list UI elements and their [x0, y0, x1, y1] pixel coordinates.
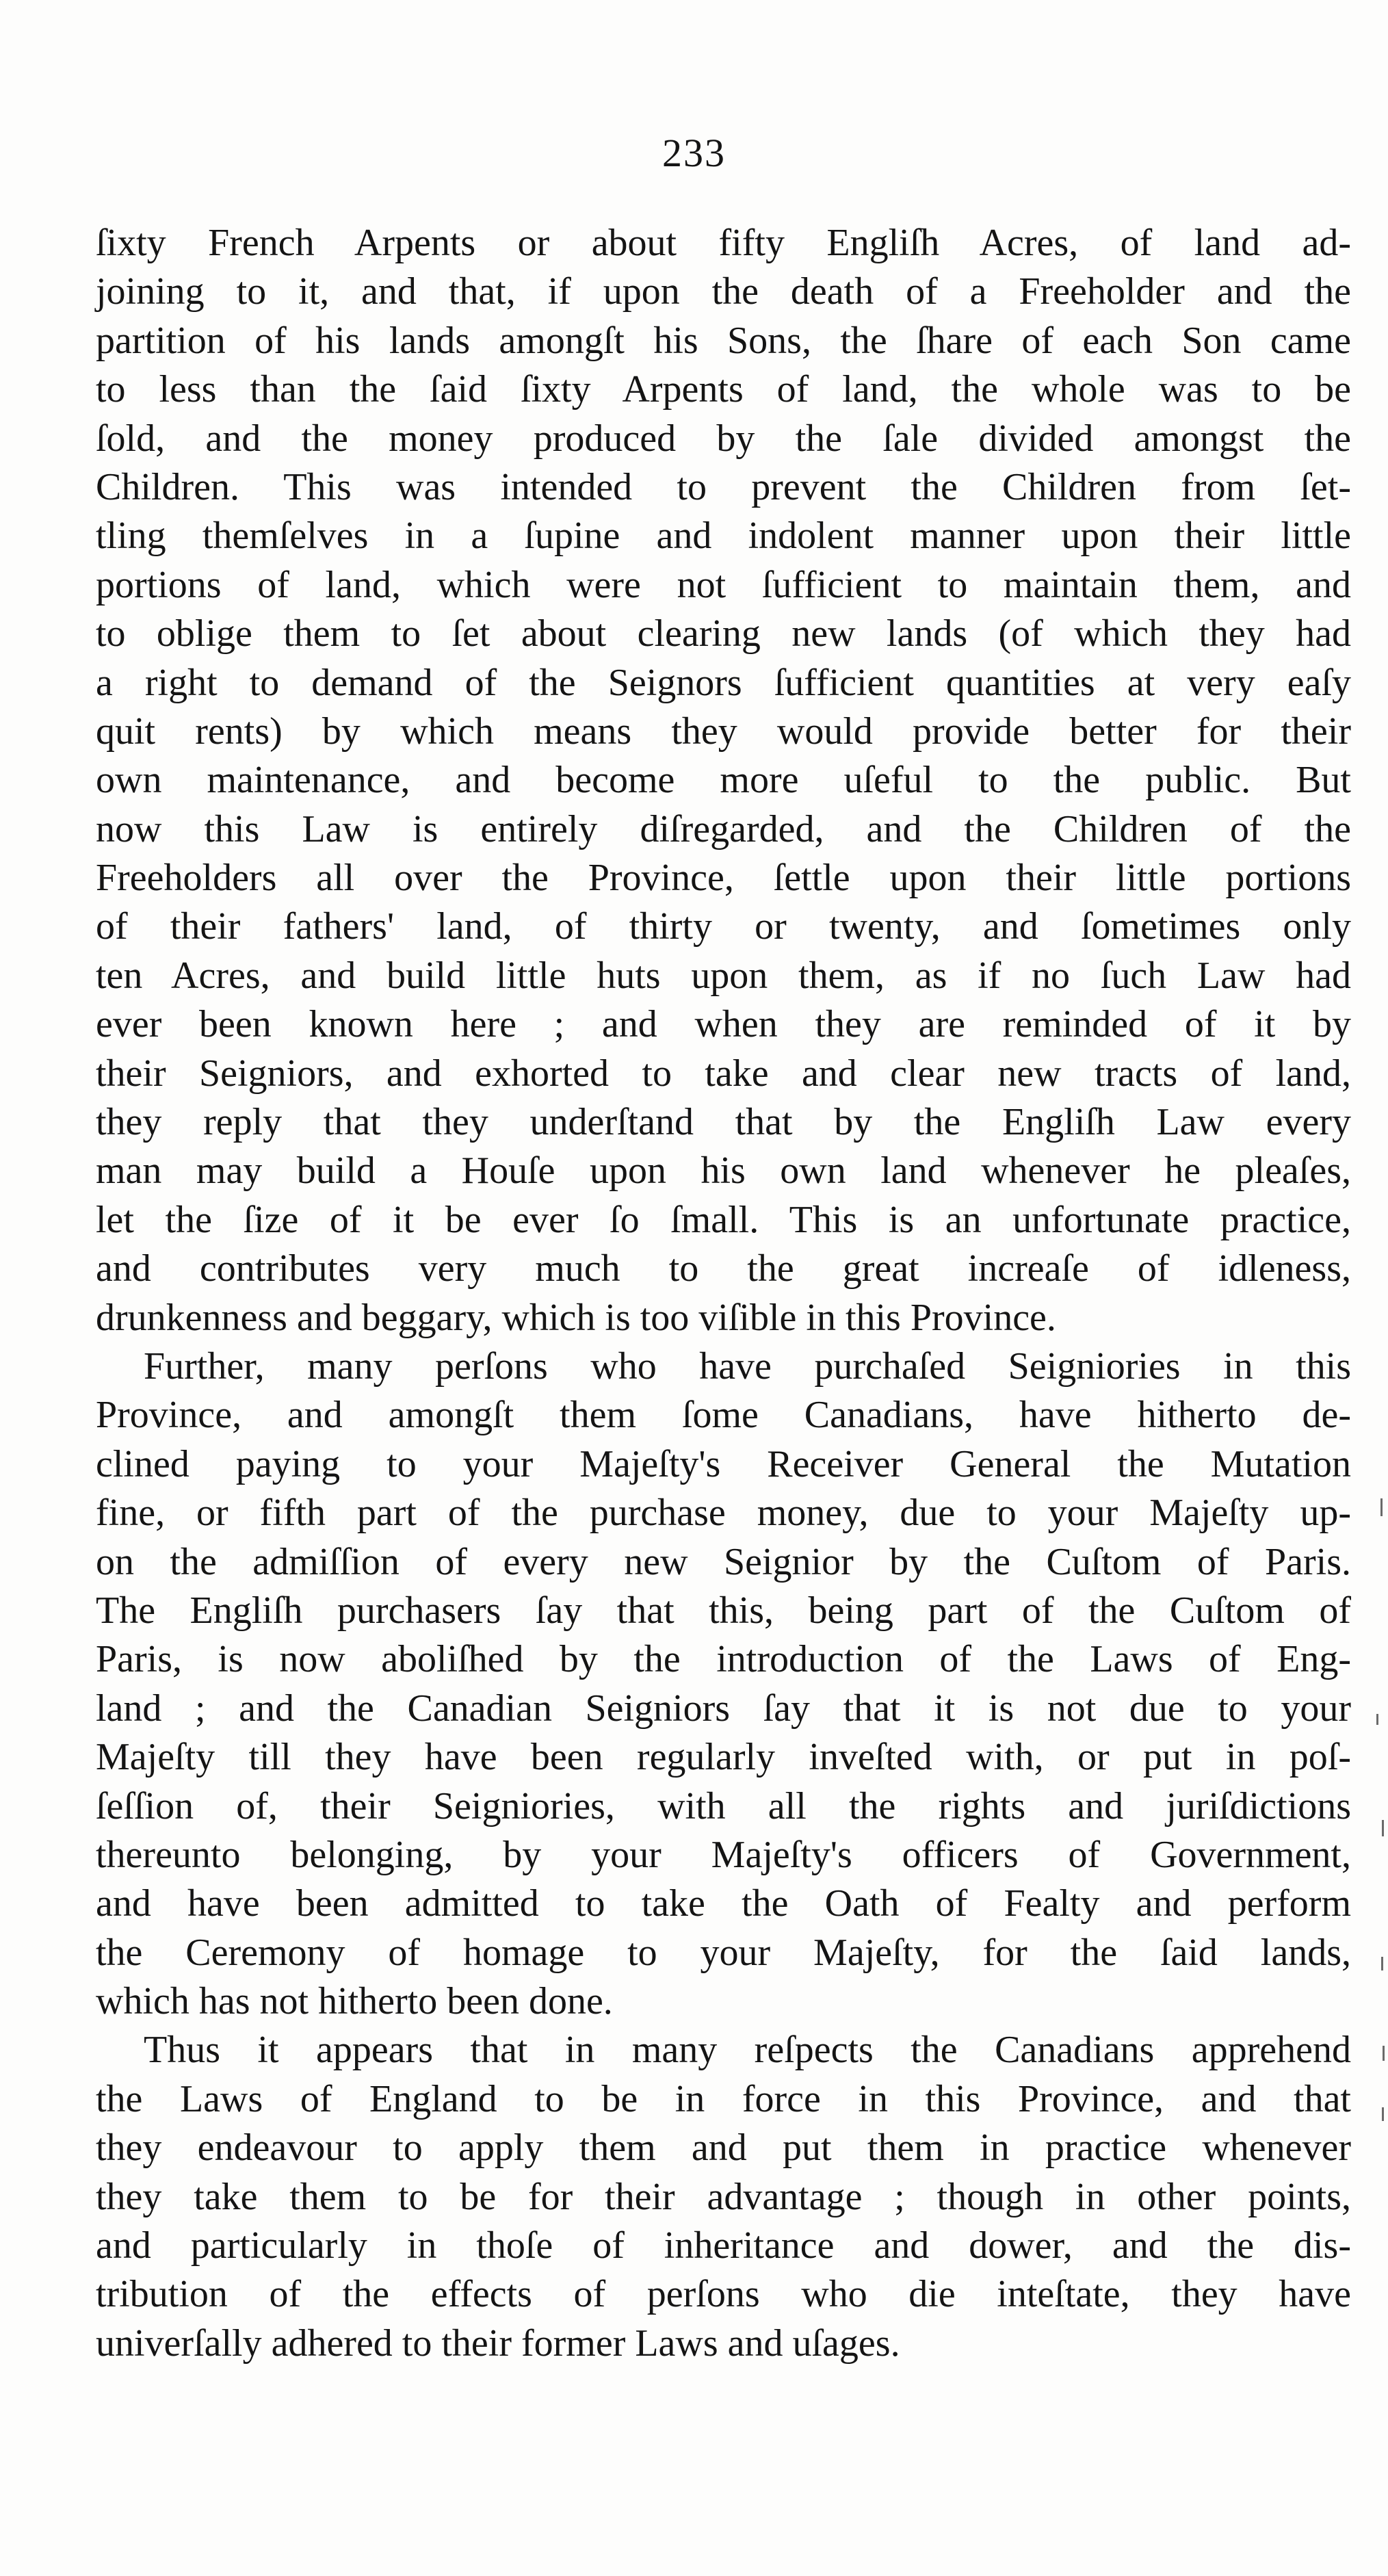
text-line: Province, and amongſt them ſome Canadians, have hitherto de- [96, 1394, 1351, 1437]
text-line: which has not hitherto been done. [96, 1980, 613, 2023]
text-line: Freeholders all over the Province, ſettle upon their little portions [96, 857, 1351, 900]
text-line: ſixty French Arpents or about fifty Engliſh Acres, of land ad- [96, 222, 1351, 264]
text-line: drunkenness and beggary, which is too viſible in this Province. [96, 1296, 1056, 1339]
text-line: ten Acres, and build little huts upon them, as if no ſuch Law had [96, 954, 1351, 997]
text-line: their Seigniors, and exhorted to take and clear new tracts of land, [96, 1052, 1351, 1095]
text-line: partition of his lands amongſt his Sons, the ſhare of each Son came [96, 319, 1351, 362]
text-line: tribution of the effects of perſons who die inteſtate, they have [96, 2273, 1351, 2316]
margin-mark [1382, 2107, 1384, 2121]
text-line: of their fathers' land, of thirty or twenty, and ſometimes only [96, 905, 1351, 948]
text-line: Children. This was intended to prevent the Children from ſet- [96, 465, 1351, 508]
text-line: now this Law is entirely diſregarded, and the Children of the [96, 807, 1351, 850]
text-line: and particularly in thoſe of inheritance and dower, and the dis- [96, 2224, 1351, 2267]
text-line: they reply that they underſtand that by the Engliſh Law every [96, 1101, 1351, 1144]
text-line: to oblige them to ſet about clearing new lands (of which they had [96, 612, 1351, 655]
text-line: and have been admitted to take the Oath of Fealty and perform [96, 1882, 1351, 1925]
text-line: to less than the ſaid ſixty Arpents of land, the whole was to be [96, 368, 1351, 411]
text-line: the Laws of England to be in force in this Province, and that [96, 2077, 1351, 2120]
text-line: quit rents) by which means they would provide better for their [96, 710, 1351, 753]
text-line: ever been known here ; and when they are reminded of it by [96, 1003, 1351, 1046]
text-line: The Engliſh purchasers ſay that this, being part of the Cuſtom of [96, 1589, 1351, 1632]
text-line: portions of land, which were not ſufficient to maintain them, and [96, 563, 1351, 606]
margin-mark [1380, 1498, 1383, 1516]
text-line: they endeavour to apply them and put them in practice whenever [96, 2126, 1351, 2170]
text-line: man may build a Houſe upon his own land whenever he pleaſes, [96, 1149, 1351, 1193]
text-line: clined paying to your Majeſty's Receiver General the Mutation [96, 1442, 1351, 1485]
text-line: ſold, and the money produced by the ſale divided amongst the [96, 417, 1351, 460]
text-line: fine, or fifth part of the purchase money, due to your Majeſty up- [96, 1492, 1351, 1535]
body-text [96, 219, 1351, 2368]
text-line: thereunto belonging, by your Majeſty's officers of Government, [96, 1833, 1351, 1876]
text-line: land ; and the Canadian Seigniors ſay that it is not due to your [96, 1687, 1351, 1730]
text-line: the Ceremony of homage to your Majeſty, for the ſaid lands, [96, 1931, 1351, 1974]
text-line: ſeſſion of, their Seigniories, with all the rights and juriſdictions [96, 1784, 1351, 1827]
text-line: Thus it appears that in many reſpects the Canadians apprehend [144, 2029, 1351, 2072]
text-line: and contributes very much to the great increaſe of idleness, [96, 1247, 1351, 1290]
text-line: univerſally adhered to their former Laws and uſages. [96, 2321, 900, 2365]
text-line: let the ſize of it be ever ſo ſmall. This is an unfortunate practice, [96, 1198, 1351, 1241]
text-line: Majeſty till they have been regularly inveſted with, or put in poſ- [96, 1736, 1351, 1779]
margin-mark [1382, 1820, 1384, 1836]
text-line: Further, many perſons who have purchaſed Seigniories in this [144, 1344, 1351, 1388]
text-line: joining to it, and that, if upon the death of a Freeholder and the [96, 270, 1351, 313]
margin-mark [1376, 1714, 1378, 1725]
text-line: on the admiſſion of every new Seignior by the Cuſtom of Paris. [96, 1540, 1351, 1583]
text-line: tling themſelves in a ſupine and indolent manner upon their little [96, 515, 1351, 558]
page-number: 233 [662, 131, 726, 175]
margin-mark [1383, 2046, 1385, 2061]
text-line: Paris, is now aboliſhed by the introduction of the Laws of Eng- [96, 1638, 1351, 1681]
text-line: they take them to be for their advantage ; though in other points, [96, 2175, 1351, 2218]
text-line: a right to demand of the Seignors ſufficient quantities at very eaſy [96, 661, 1351, 704]
text-line: own maintenance, and become more uſeful to the public. But [96, 759, 1351, 802]
margin-mark [1381, 1957, 1383, 1970]
